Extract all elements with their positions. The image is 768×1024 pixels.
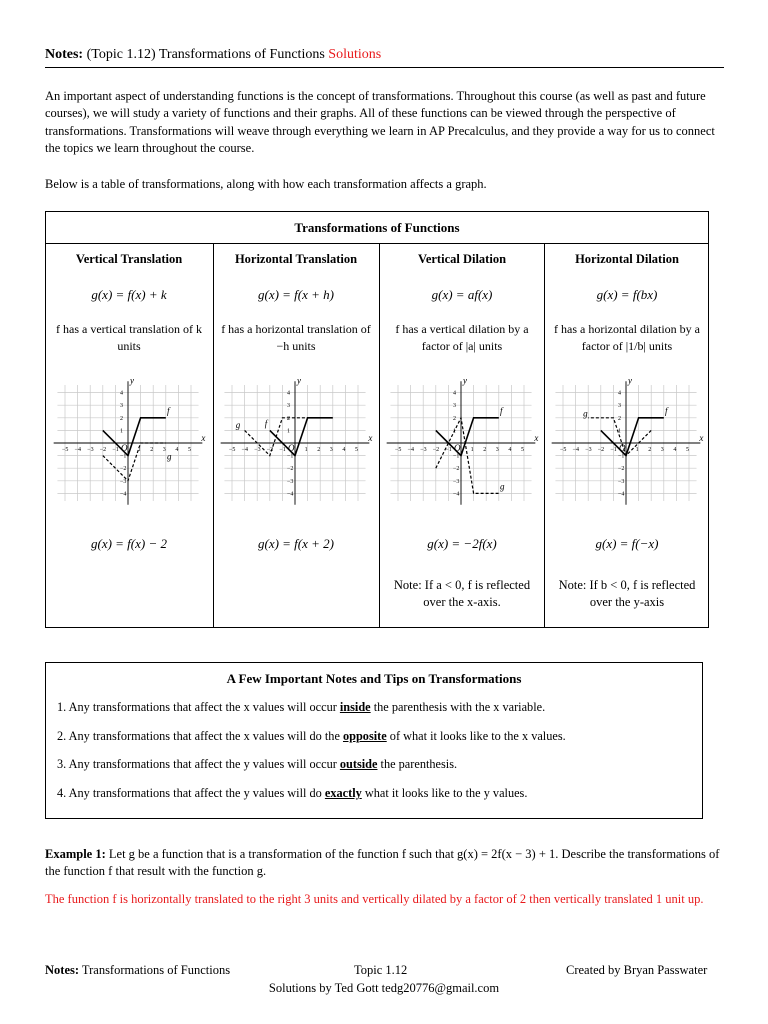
tip-keyword: outside [339, 757, 378, 771]
y-axis-label: y [463, 375, 467, 386]
x-tick-label: −3 [420, 447, 427, 453]
y-tick-label: 3 [453, 403, 456, 410]
x-axis-label: x [699, 433, 704, 443]
g-label: g [500, 481, 505, 492]
example-text: Let g be a function that is a transformation of the function f such that g(x) = 2f(x − 3) + 1. Describe the transformations of the function f that result with the function g. [45, 847, 720, 879]
y-tick-label: 3 [618, 403, 621, 410]
column-heading: Vertical Dilation [417, 252, 507, 266]
graph-horizontal-dilation [548, 373, 706, 513]
tip-text: the parenthesis with the x variable. [370, 700, 546, 714]
column-heading: Horizontal Dilation [575, 252, 679, 266]
tip-number: 1. [57, 700, 67, 714]
graph-vertical-translation [50, 373, 208, 513]
y-tick-label: 4 [287, 390, 290, 397]
column-result: g(x) = f(x + 2) [257, 536, 334, 551]
tip-text: the parenthesis. [377, 757, 458, 771]
example-label: Example 1: [45, 847, 106, 861]
column-formula: g(x) = af(x) [431, 287, 493, 302]
tip-number: 2. [57, 729, 67, 743]
tip-item [57, 757, 457, 772]
tip-item [57, 700, 545, 715]
x-tick-label: −3 [254, 447, 261, 453]
g-label: g [583, 408, 588, 419]
tip-text: Any transformations that affect the y values will do [68, 786, 325, 800]
column-heading: Vertical Translation [75, 252, 183, 266]
tip-text: of what it looks like to the x values. [386, 729, 566, 743]
origin-label: O [121, 443, 128, 453]
x-tick-label: 3 [495, 447, 499, 453]
column-note: Note: If a < 0, f is reflected over the x-axis. [393, 578, 531, 609]
column-result: g(x) = f(−x) [595, 536, 659, 551]
y-axis-label: y [130, 375, 134, 386]
column-description: f has a vertical translation of k units [56, 322, 202, 353]
example-1 [45, 846, 727, 881]
x-tick-label: −2 [99, 447, 107, 453]
origin-label: O [454, 443, 461, 453]
footer-topic: Topic 1.12 [354, 963, 408, 977]
y-tick-label: 3 [120, 403, 123, 410]
y-tick-label: −4 [120, 491, 127, 498]
x-tick-label: −3 [87, 447, 94, 453]
x-tick-label: 4 [508, 447, 512, 453]
tip-number: 4. [57, 786, 67, 800]
y-tick-label: −1 [287, 453, 294, 460]
y-tick-label: 2 [453, 415, 456, 422]
table-intro: Below is a table of transformations, along with how each transformation affects a graph. [45, 177, 487, 191]
table-title: Transformations of Functions [46, 212, 708, 244]
y-tick-label: −4 [618, 491, 625, 498]
x-tick-label: −3 [585, 447, 592, 453]
x-tick-label: 2 [483, 447, 487, 453]
tip-number: 3. [57, 757, 67, 771]
x-tick-label: 5 [521, 447, 524, 453]
tip-text: Any transformations that affect the x values will do the [68, 729, 343, 743]
x-tick-label: 3 [660, 447, 664, 453]
column-heading: Horizontal Translation [234, 252, 358, 266]
x-tick-label: −4 [241, 447, 248, 453]
column-formula: g(x) = f(x + h) [257, 287, 334, 302]
footer-notes [45, 963, 230, 978]
x-tick-label: −2 [597, 447, 605, 453]
x-tick-label: 2 [648, 447, 652, 453]
f-label: f [500, 406, 503, 417]
example-answer: The function f is horizontally translated to the right 3 units and vertically dilated by a factor of 2 then vertically translated 1 unit up. [45, 892, 704, 906]
y-tick-label: 1 [618, 428, 621, 435]
footer-solutions-by: Solutions by Ted Gott tedg20776@gmail.com [268, 981, 500, 995]
x-tick-label: −2 [432, 447, 440, 453]
y-tick-label: −1 [453, 453, 460, 460]
g-label: g [235, 419, 241, 430]
x-axis-label: x [368, 433, 373, 443]
x-tick-label: −5 [395, 447, 402, 453]
x-tick-label: −2 [266, 447, 274, 453]
tip-text: Any transformations that affect the x values will occur [68, 700, 340, 714]
y-tick-label: −3 [453, 478, 460, 485]
footer-created-by: Created by Bryan Passwater [566, 963, 708, 977]
g-label: g [167, 451, 172, 462]
y-tick-label: −1 [120, 453, 127, 460]
f-label: f [264, 418, 268, 429]
footer-notes-text: Transformations of Functions [79, 963, 231, 977]
x-tick-label: −1 [445, 447, 452, 453]
y-tick-label: 2 [120, 415, 123, 422]
x-tick-label: −4 [74, 447, 81, 453]
tip-text: Any transformations that affect the y values will occur [68, 757, 340, 771]
x-tick-label: 1 [137, 447, 141, 453]
column-result: g(x) = f(x) − 2 [90, 536, 167, 551]
x-axis-label: x [534, 433, 539, 443]
x-tick-label: −1 [112, 447, 119, 453]
tip-keyword: exactly [324, 786, 362, 800]
tip-keyword: opposite [342, 729, 387, 743]
y-tick-label: 4 [120, 390, 123, 397]
x-tick-label: 5 [188, 447, 191, 453]
origin-label: O [619, 443, 626, 453]
y-tick-label: −3 [120, 478, 127, 485]
x-tick-label: 2 [150, 447, 154, 453]
tip-item [57, 729, 566, 744]
tips-box [45, 662, 703, 819]
x-tick-label: −1 [610, 447, 617, 453]
column-description: f has a vertical dilation by a factor of |a| units [395, 322, 529, 353]
intro-paragraph: An important aspect of understanding functions is the concept of transformations. Throughout this course (as well as past and future courses), we will study a variety of functions and their graphs. All of these functions can be viewed through the perspective of transformations. Transformations will weave through everything we learn in AP Precalculus, and they provide a way for us to connect the topics we learn throughout the course. [45, 89, 715, 156]
x-tick-label: 1 [470, 447, 474, 453]
origin-label: O [288, 443, 295, 453]
y-tick-label: 2 [287, 415, 290, 422]
x-tick-label: −5 [229, 447, 236, 453]
y-tick-label: 2 [618, 415, 621, 422]
y-axis-label: y [297, 375, 301, 386]
x-tick-label: 4 [175, 447, 179, 453]
y-tick-label: −2 [120, 466, 127, 473]
x-tick-label: −4 [572, 447, 579, 453]
column-note: Note: If b < 0, f is reflected over the y-axis [558, 578, 696, 609]
y-tick-label: −4 [453, 491, 460, 498]
f-label: f [167, 406, 170, 417]
x-tick-label: 3 [329, 447, 333, 453]
notes-label: Notes: [45, 47, 84, 62]
column-formula: g(x) = f(bx) [596, 287, 658, 302]
column-description: f has a horizontal dilation by a factor of |1/b| units [554, 322, 700, 353]
x-tick-label: 5 [686, 447, 689, 453]
y-tick-label: −2 [453, 466, 460, 473]
x-tick-label: 1 [304, 447, 308, 453]
graph-vertical-dilation [383, 373, 541, 513]
transformations-table [45, 211, 709, 628]
x-tick-label: 4 [342, 447, 346, 453]
y-tick-label: −3 [618, 478, 625, 485]
graph-horizontal-translation [217, 373, 375, 513]
y-tick-label: 1 [287, 428, 290, 435]
topic-title: (Topic 1.12) Transformations of Functions [86, 47, 325, 62]
x-tick-label: 3 [162, 447, 166, 453]
x-tick-label: 5 [355, 447, 358, 453]
tip-item [57, 786, 527, 801]
column-formula: g(x) = f(x) + k [91, 287, 167, 302]
y-tick-label: −2 [618, 466, 625, 473]
tip-text: what it looks like to the y values. [361, 786, 528, 800]
y-tick-label: 3 [287, 403, 290, 410]
x-tick-label: −4 [407, 447, 414, 453]
column-result: g(x) = −2f(x) [427, 536, 497, 551]
x-tick-label: 4 [673, 447, 677, 453]
x-tick-label: −5 [62, 447, 69, 453]
y-tick-label: 4 [618, 390, 621, 397]
header-rule [45, 67, 724, 68]
x-axis-label: x [201, 433, 206, 443]
y-tick-label: 1 [453, 428, 456, 435]
x-tick-label: 2 [317, 447, 321, 453]
y-tick-label: −1 [618, 453, 625, 460]
y-axis-label: y [628, 375, 632, 386]
column-description: f has a horizontal translation of −h units [221, 322, 371, 353]
page-header [45, 47, 381, 63]
x-tick-label: −5 [560, 447, 567, 453]
x-tick-label: 1 [635, 447, 639, 453]
f-label: f [665, 406, 668, 417]
y-tick-label: 4 [453, 390, 456, 397]
y-tick-label: −3 [287, 478, 294, 485]
tip-keyword: inside [339, 700, 371, 714]
y-tick-label: −2 [287, 466, 294, 473]
footer-notes-label: Notes: [45, 963, 80, 977]
y-tick-label: −4 [287, 491, 294, 498]
x-tick-label: −1 [279, 447, 286, 453]
tips-title: A Few Important Notes and Tips on Transformations [226, 671, 522, 686]
y-tick-label: 1 [120, 428, 123, 435]
solutions-label: Solutions [328, 47, 382, 62]
